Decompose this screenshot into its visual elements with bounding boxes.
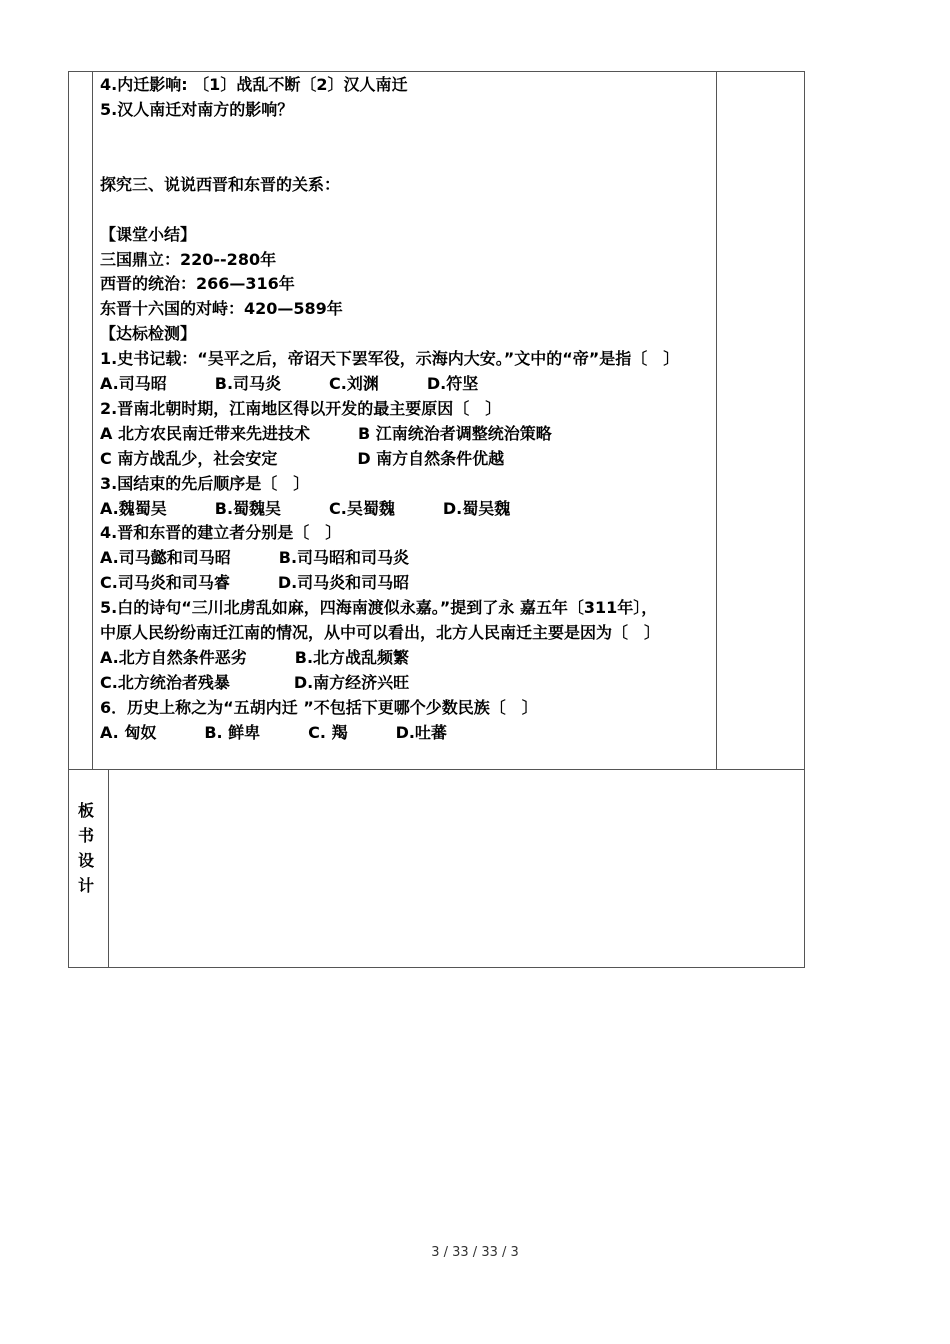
text-line: 5.汉人南迁对南方的影响？ [100,100,294,119]
col-divider-left [92,71,93,769]
summary-line: 三国鼎立：220--280年 [100,250,277,269]
question: 6．历史上称之为“五胡内迁 ”不包括下更哪个少数民族〔 〕 [100,698,538,717]
col-divider-right [716,71,717,769]
summary-line: 西晋的统治：266—316年 [100,274,295,293]
answer-options: A. 匈奴 B. 鲜卑 C. 羯 D.吐蕃 [100,723,447,742]
answer-options: A 北方农民南迁带来先进技术 B 江南统治者调整统治策略 [100,424,552,443]
question-continued: 中原人民纷纷南迁江南的情况，从中可以看出，北方人民南迁主要是因为〔 〕 [100,623,661,642]
summary-line: 东晋十六国的对峙：420—589年 [100,299,343,318]
section-heading: 【达标检测】 [100,324,197,343]
question: 5.白的诗句“三川北虏乱如麻，四海南渡似永嘉。”提到了永 嘉五年〔311年〕， [100,598,658,617]
row-divider [68,769,805,770]
answer-options: C.北方统治者残暴 D.南方经济兴旺 [100,673,410,692]
question: 1.史书记载：“吴平之后，帝诏天下罢军役，示海内大安。”文中的“帝”是指〔 〕 [100,349,680,368]
answer-options: A.魏蜀吴 B.蜀魏吴 C.吴蜀魏 D.蜀吴魏 [100,499,511,518]
answer-options: A.司马懿和司马昭 B.司马昭和司马炎 [100,548,410,567]
answer-options: C 南方战乱少，社会安定 D 南方自然条件优越 [100,449,505,468]
worksheet-table [68,71,805,968]
board-col-divider [108,769,109,968]
answer-options: C.司马炎和司马睿 D.司马炎和司马昭 [100,573,410,592]
page-number: 3 / 33 / 33 / 3 [431,1245,519,1260]
section-heading: 探究三、说说西晋和东晋的关系： [100,175,341,194]
board-design-label: 板 书 设 计 [77,801,94,895]
section-heading: 【课堂小结】 [100,225,197,244]
question: 4.晋和东晋的建立者分别是〔 〕 [100,523,342,542]
answer-options: A.北方自然条件恶劣 B.北方战乱频繁 [100,648,410,667]
answer-options: A.司马昭 B.司马炎 C.刘渊 D.符坚 [100,374,479,393]
question: 3.国结束的先后顺序是〔 〕 [100,474,310,493]
question: 2.晋南北朝时期，江南地区得以开发的最主要原因〔 〕 [100,399,502,418]
text-line: 4.内迁影响: 〔1〕战乱不断〔2〕汉人南迁 [100,75,408,94]
